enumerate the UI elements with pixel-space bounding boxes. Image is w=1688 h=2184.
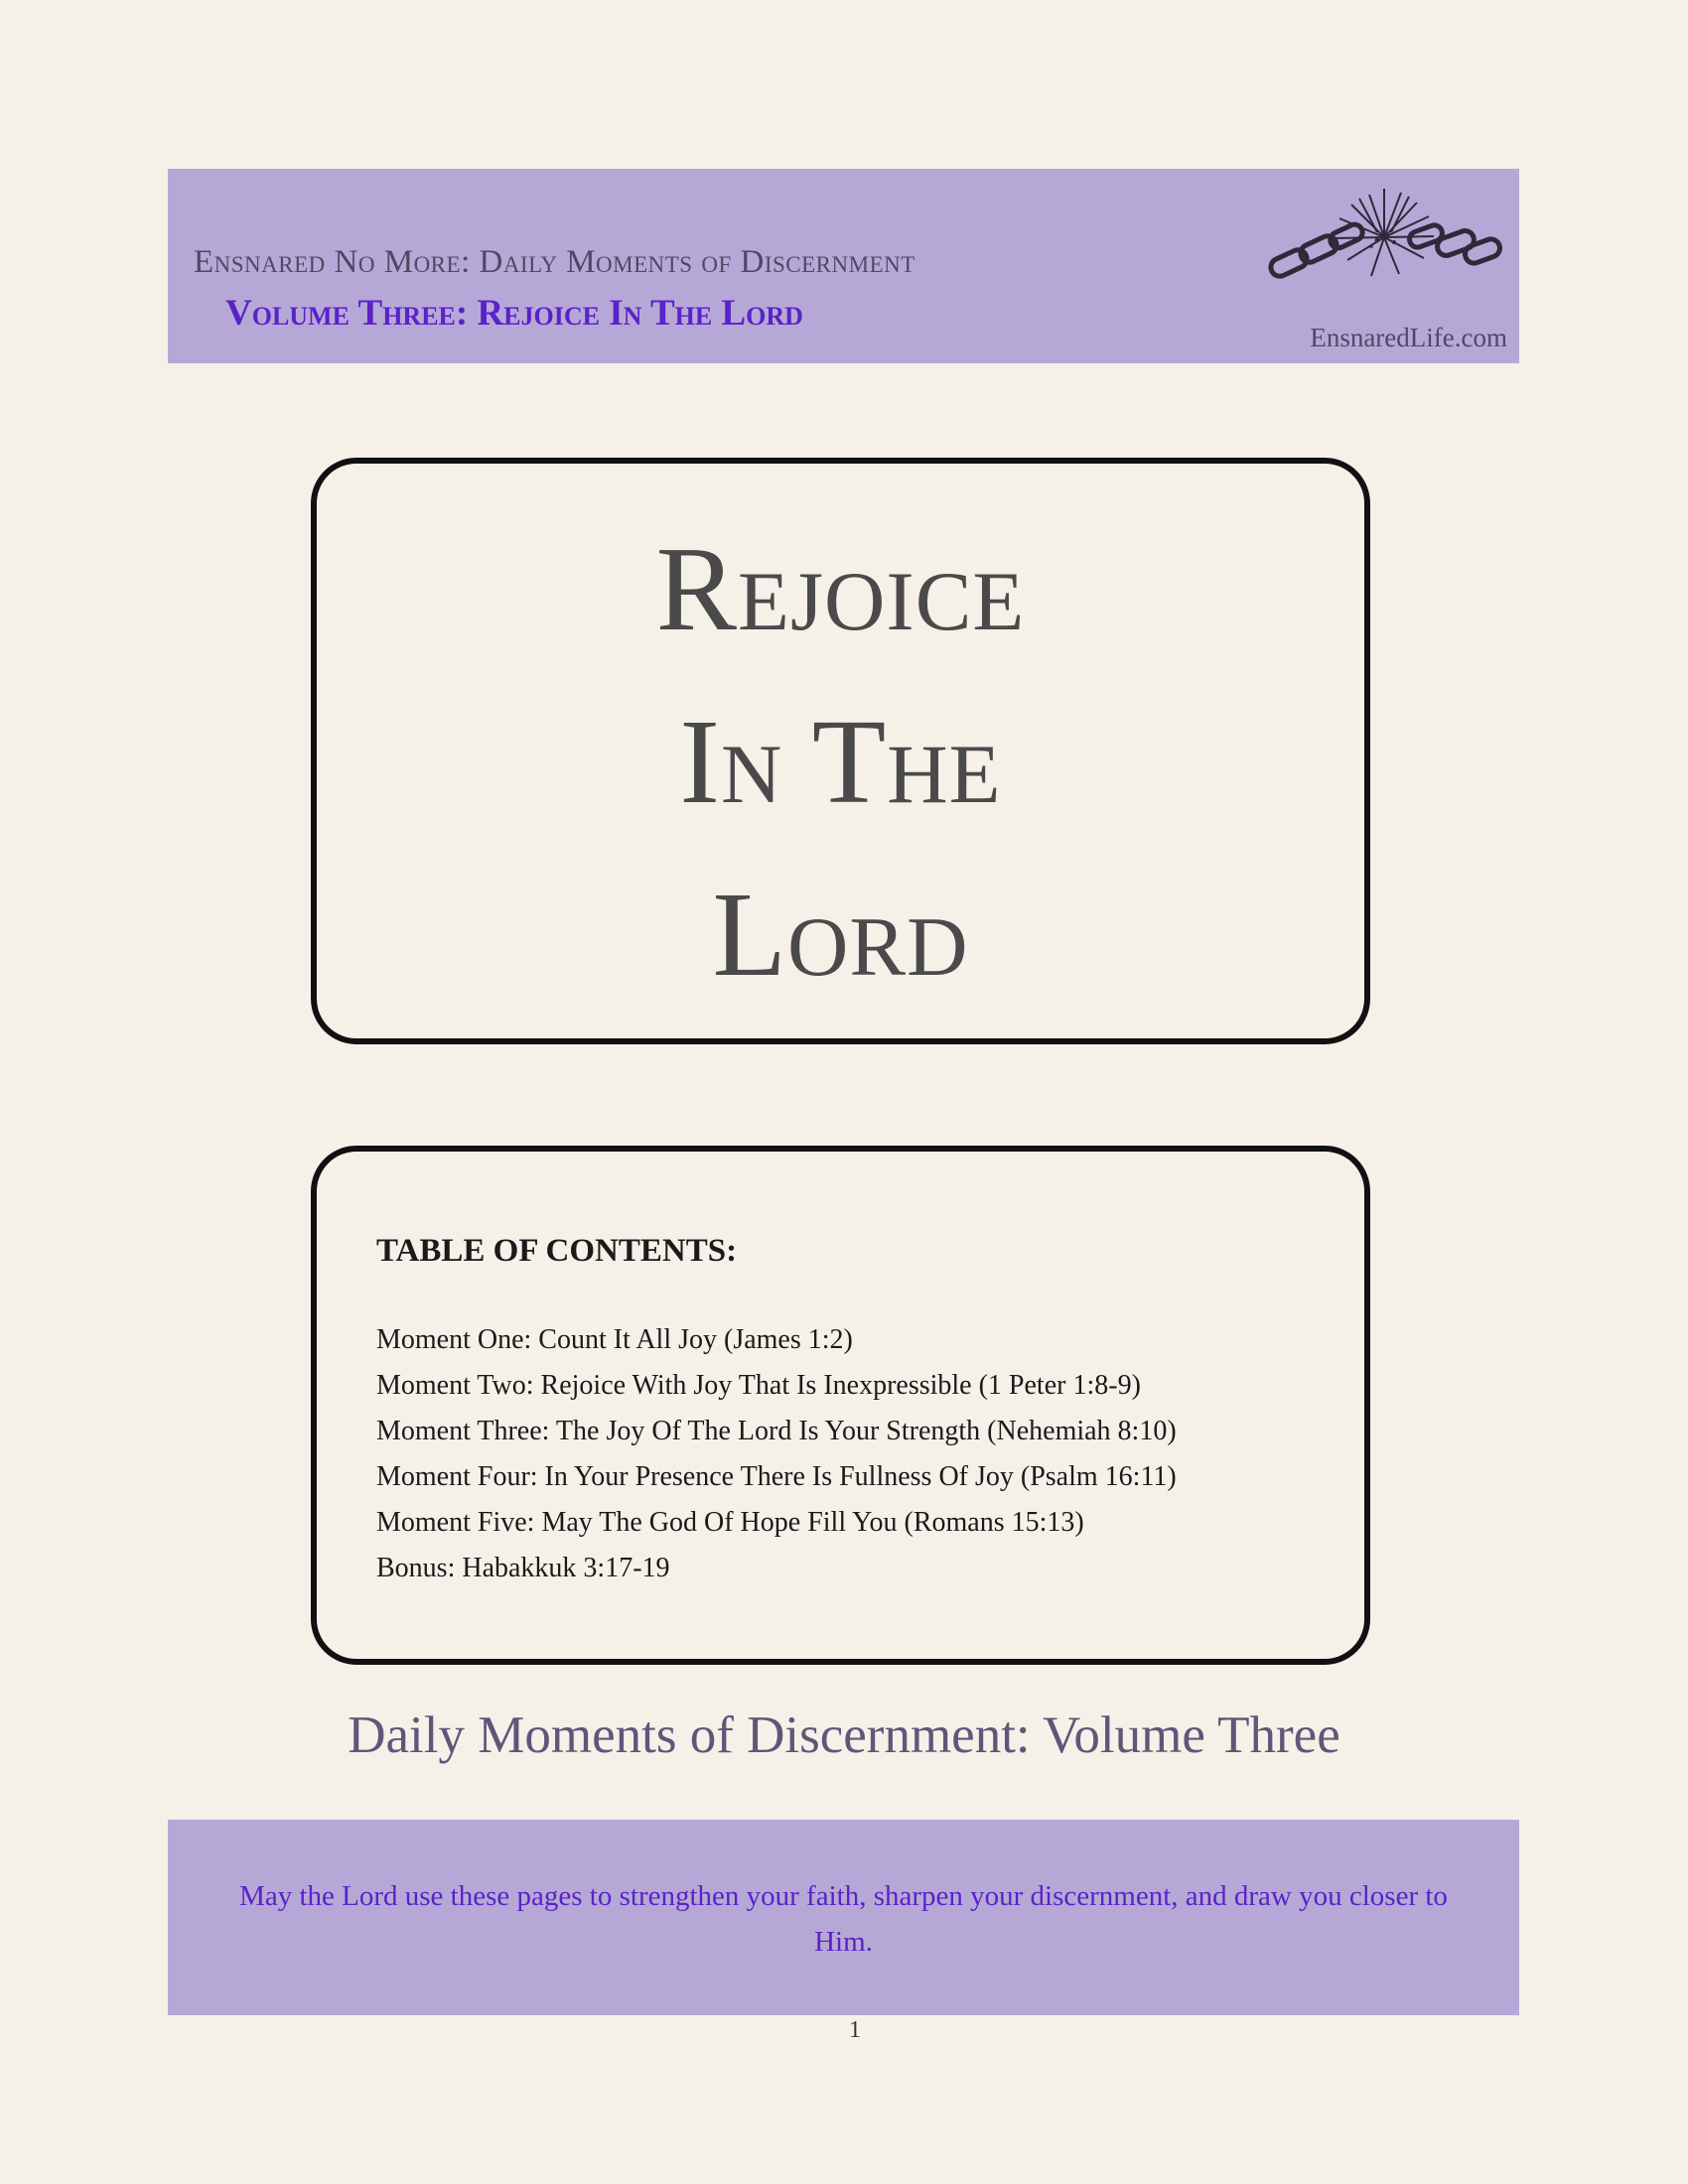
title-box <box>311 458 1370 1044</box>
subtitle: Daily Moments of Discernment: Volume Three <box>348 1706 1340 1764</box>
title-line-1: Rejoice <box>655 522 1026 656</box>
toc-item: Bonus: Habakkuk 3:17-19 <box>376 1553 670 1583</box>
series-title: Ensnared No More: Daily Moments of Discernment <box>194 244 915 280</box>
toc-heading: TABLE OF CONTENTS: <box>376 1233 738 1269</box>
toc-list <box>376 1317 1177 1591</box>
blessing-text: May the Lord use these pages to strengthen your faith, sharpen your discernment, and draw you closer to Him. <box>239 1880 1448 1958</box>
site-url: EnsnaredLife.com <box>1310 323 1507 352</box>
table-of-contents <box>311 1146 1370 1665</box>
volume-title: Volume Three: Rejoice In The Lord <box>225 293 803 334</box>
toc-item: Moment Two: Rejoice With Joy That Is Inexpressible (1 Peter 1:8-9) <box>376 1370 1141 1401</box>
footer-band <box>168 1820 1519 2015</box>
header-band <box>168 169 1519 363</box>
title-line-3: Lord <box>712 868 969 1002</box>
title-line-2: In The <box>679 695 1002 829</box>
toc-item: Moment Three: The Joy Of The Lord Is Your Strength (Nehemiah 8:10) <box>376 1416 1177 1446</box>
page-number: 1 <box>849 2017 861 2043</box>
broken-chain-icon <box>1260 183 1508 294</box>
toc-item: Moment Four: In Your Presence There Is Fullness Of Joy (Psalm 16:11) <box>376 1461 1177 1492</box>
toc-item: Moment Five: May The God Of Hope Fill You (Romans 15:13) <box>376 1507 1084 1538</box>
toc-item: Moment One: Count It All Joy (James 1:2) <box>376 1324 853 1355</box>
